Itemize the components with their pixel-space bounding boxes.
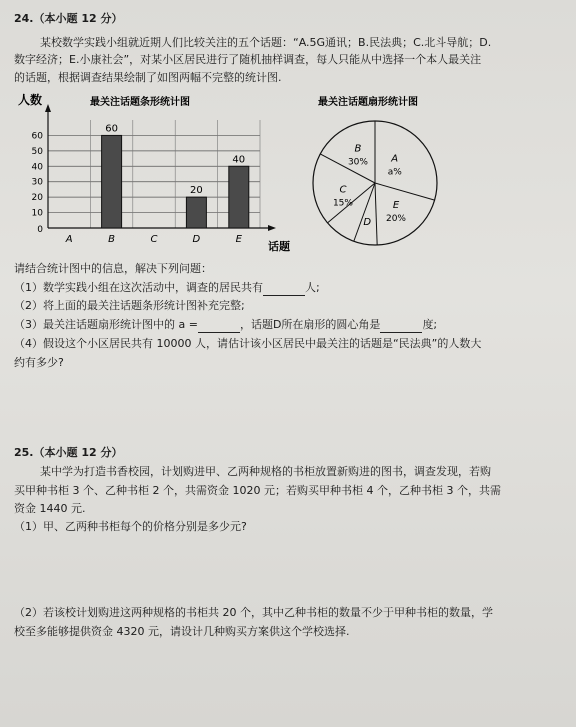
bar-category-label: E xyxy=(235,234,242,245)
pie-chart-title: 最关注话题扇形统计图 xyxy=(318,97,418,108)
q25-sub-2-line-2: 校至多能够提供资金 4320 元，请设计几种购买方案供这个学校选择. xyxy=(14,625,350,638)
q24-sub-1-unit: 人; xyxy=(305,281,320,294)
bar-chart-grid xyxy=(48,120,260,228)
q24-prompt: 请结合统计图中的信息，解决下列问题： xyxy=(14,262,212,275)
q24-sub-3-unit: 度; xyxy=(422,318,438,331)
q24-intro-line-1: 某校数学实践小组就近期人们比较关注的五个话题：“A.5G通讯；B.民法典；C.北斗导航；D. xyxy=(40,36,492,49)
bar-category-label: C xyxy=(150,234,158,245)
q24-intro-line-2: 数字经济；E.小康社会”，对某小区居民进行了随机抽样调查，每人只能从中选择一个本人最关注 xyxy=(14,53,482,66)
pie-slice-label: E xyxy=(392,199,400,211)
q25-sub-1: （1）甲、乙两种书柜每个的价格分别是多少元? xyxy=(14,520,247,533)
bar-category-label: A xyxy=(65,234,73,245)
q24-header: 24.（本小题 12 分） xyxy=(14,12,123,25)
bar-y-tick-label: 60 xyxy=(31,131,43,142)
bar-y-tick-label: 30 xyxy=(31,177,43,188)
bar xyxy=(102,135,122,228)
q24-sub-4-cont: 约有多少? xyxy=(14,356,64,369)
bar-y-axis-arrow xyxy=(45,104,51,112)
bar-y-tick-label: 20 xyxy=(31,193,43,204)
pie-slice-value-label: 15% xyxy=(332,198,353,209)
q25-intro-line-3: 资金 1440 元. xyxy=(14,502,86,515)
pie-chart xyxy=(300,88,570,258)
bar-x-axis-arrow xyxy=(268,225,276,231)
bar-value-label: 20 xyxy=(190,185,203,197)
q24-sub-2: （2）将上面的最关注话题条形统计图补充完整; xyxy=(14,299,245,312)
bar xyxy=(229,166,249,228)
bar-category-label: B xyxy=(108,234,116,245)
pie-slice-value-label: 30% xyxy=(347,157,368,168)
q24-sub-1-text: （1）数学实践小组在这次活动中，调查的居民共有 xyxy=(14,281,263,294)
answer-blank-a[interactable] xyxy=(198,318,240,333)
q25-intro-line-1: 某中学为打造书香校园，计划购进甲、乙两种规格的书柜放置新购进的图书，调查发现，若购 xyxy=(40,465,491,478)
answer-blank-angle[interactable] xyxy=(380,318,422,333)
q24-sub-3-text-2: ，话题D所在扇形的圆心角是 xyxy=(239,318,381,331)
bar xyxy=(186,197,206,228)
q25-intro-line-2: 买甲种书柜 3 个、乙种书柜 2 个，共需资金 1020 元；若购买甲种书柜 4 个，乙种书柜 3 个，共需 xyxy=(14,484,501,497)
pie-slice-label: C xyxy=(339,184,347,196)
q25-header: 25.（本小题 12 分） xyxy=(14,446,123,459)
bar-y-tick-label: 40 xyxy=(31,162,43,173)
q24-sub-4: （4）假设这个小区居民共有 10000 人，请估计该小区居民中最关注的话题是“民法典”的人数大 xyxy=(14,337,482,350)
pie-slice-divider xyxy=(375,183,377,245)
bar-y-tick-label: 50 xyxy=(31,146,43,157)
bar-category-label: D xyxy=(192,234,201,245)
pie-chart-labels xyxy=(333,143,406,227)
bar-chart-labels xyxy=(32,123,246,245)
pie-slice-label: D xyxy=(363,216,372,228)
answer-blank-1[interactable] xyxy=(263,281,305,296)
bar-value-label: 60 xyxy=(105,123,118,135)
bar-x-axis-label: 话题 xyxy=(268,240,290,253)
q24-sub-3 xyxy=(14,318,437,333)
pie-slice-label: A xyxy=(391,153,399,165)
q24-intro-line-3: 的话题，根据调查结果绘制了如图两幅不完整的统计图. xyxy=(14,71,282,84)
bar-origin-label: 0 xyxy=(37,225,43,235)
bar-value-label: 40 xyxy=(232,154,246,166)
pie-slice-value-label: 20% xyxy=(385,213,407,224)
bar-y-axis-label: 人数 xyxy=(18,93,43,107)
q24-sub-3-text: （3）最关注话题扇形统计图中的 a = xyxy=(14,318,198,331)
bar-chart-title: 最关注话题条形统计图 xyxy=(90,97,190,108)
q25-sub-2-line-1: （2）若该校计划购进这两种规格的书柜共 20 个，其中乙种书柜的数量不少于甲种书柜的数量，学 xyxy=(14,606,493,619)
pie-slice-value-label: a% xyxy=(387,167,402,178)
q24-sub-1 xyxy=(14,281,320,296)
pie-slice-divider xyxy=(375,183,435,200)
bar-y-tick-label: 10 xyxy=(31,208,43,219)
pie-slice-label: B xyxy=(354,143,362,155)
bar-chart xyxy=(10,88,300,258)
pie-chart-slices xyxy=(313,121,437,245)
